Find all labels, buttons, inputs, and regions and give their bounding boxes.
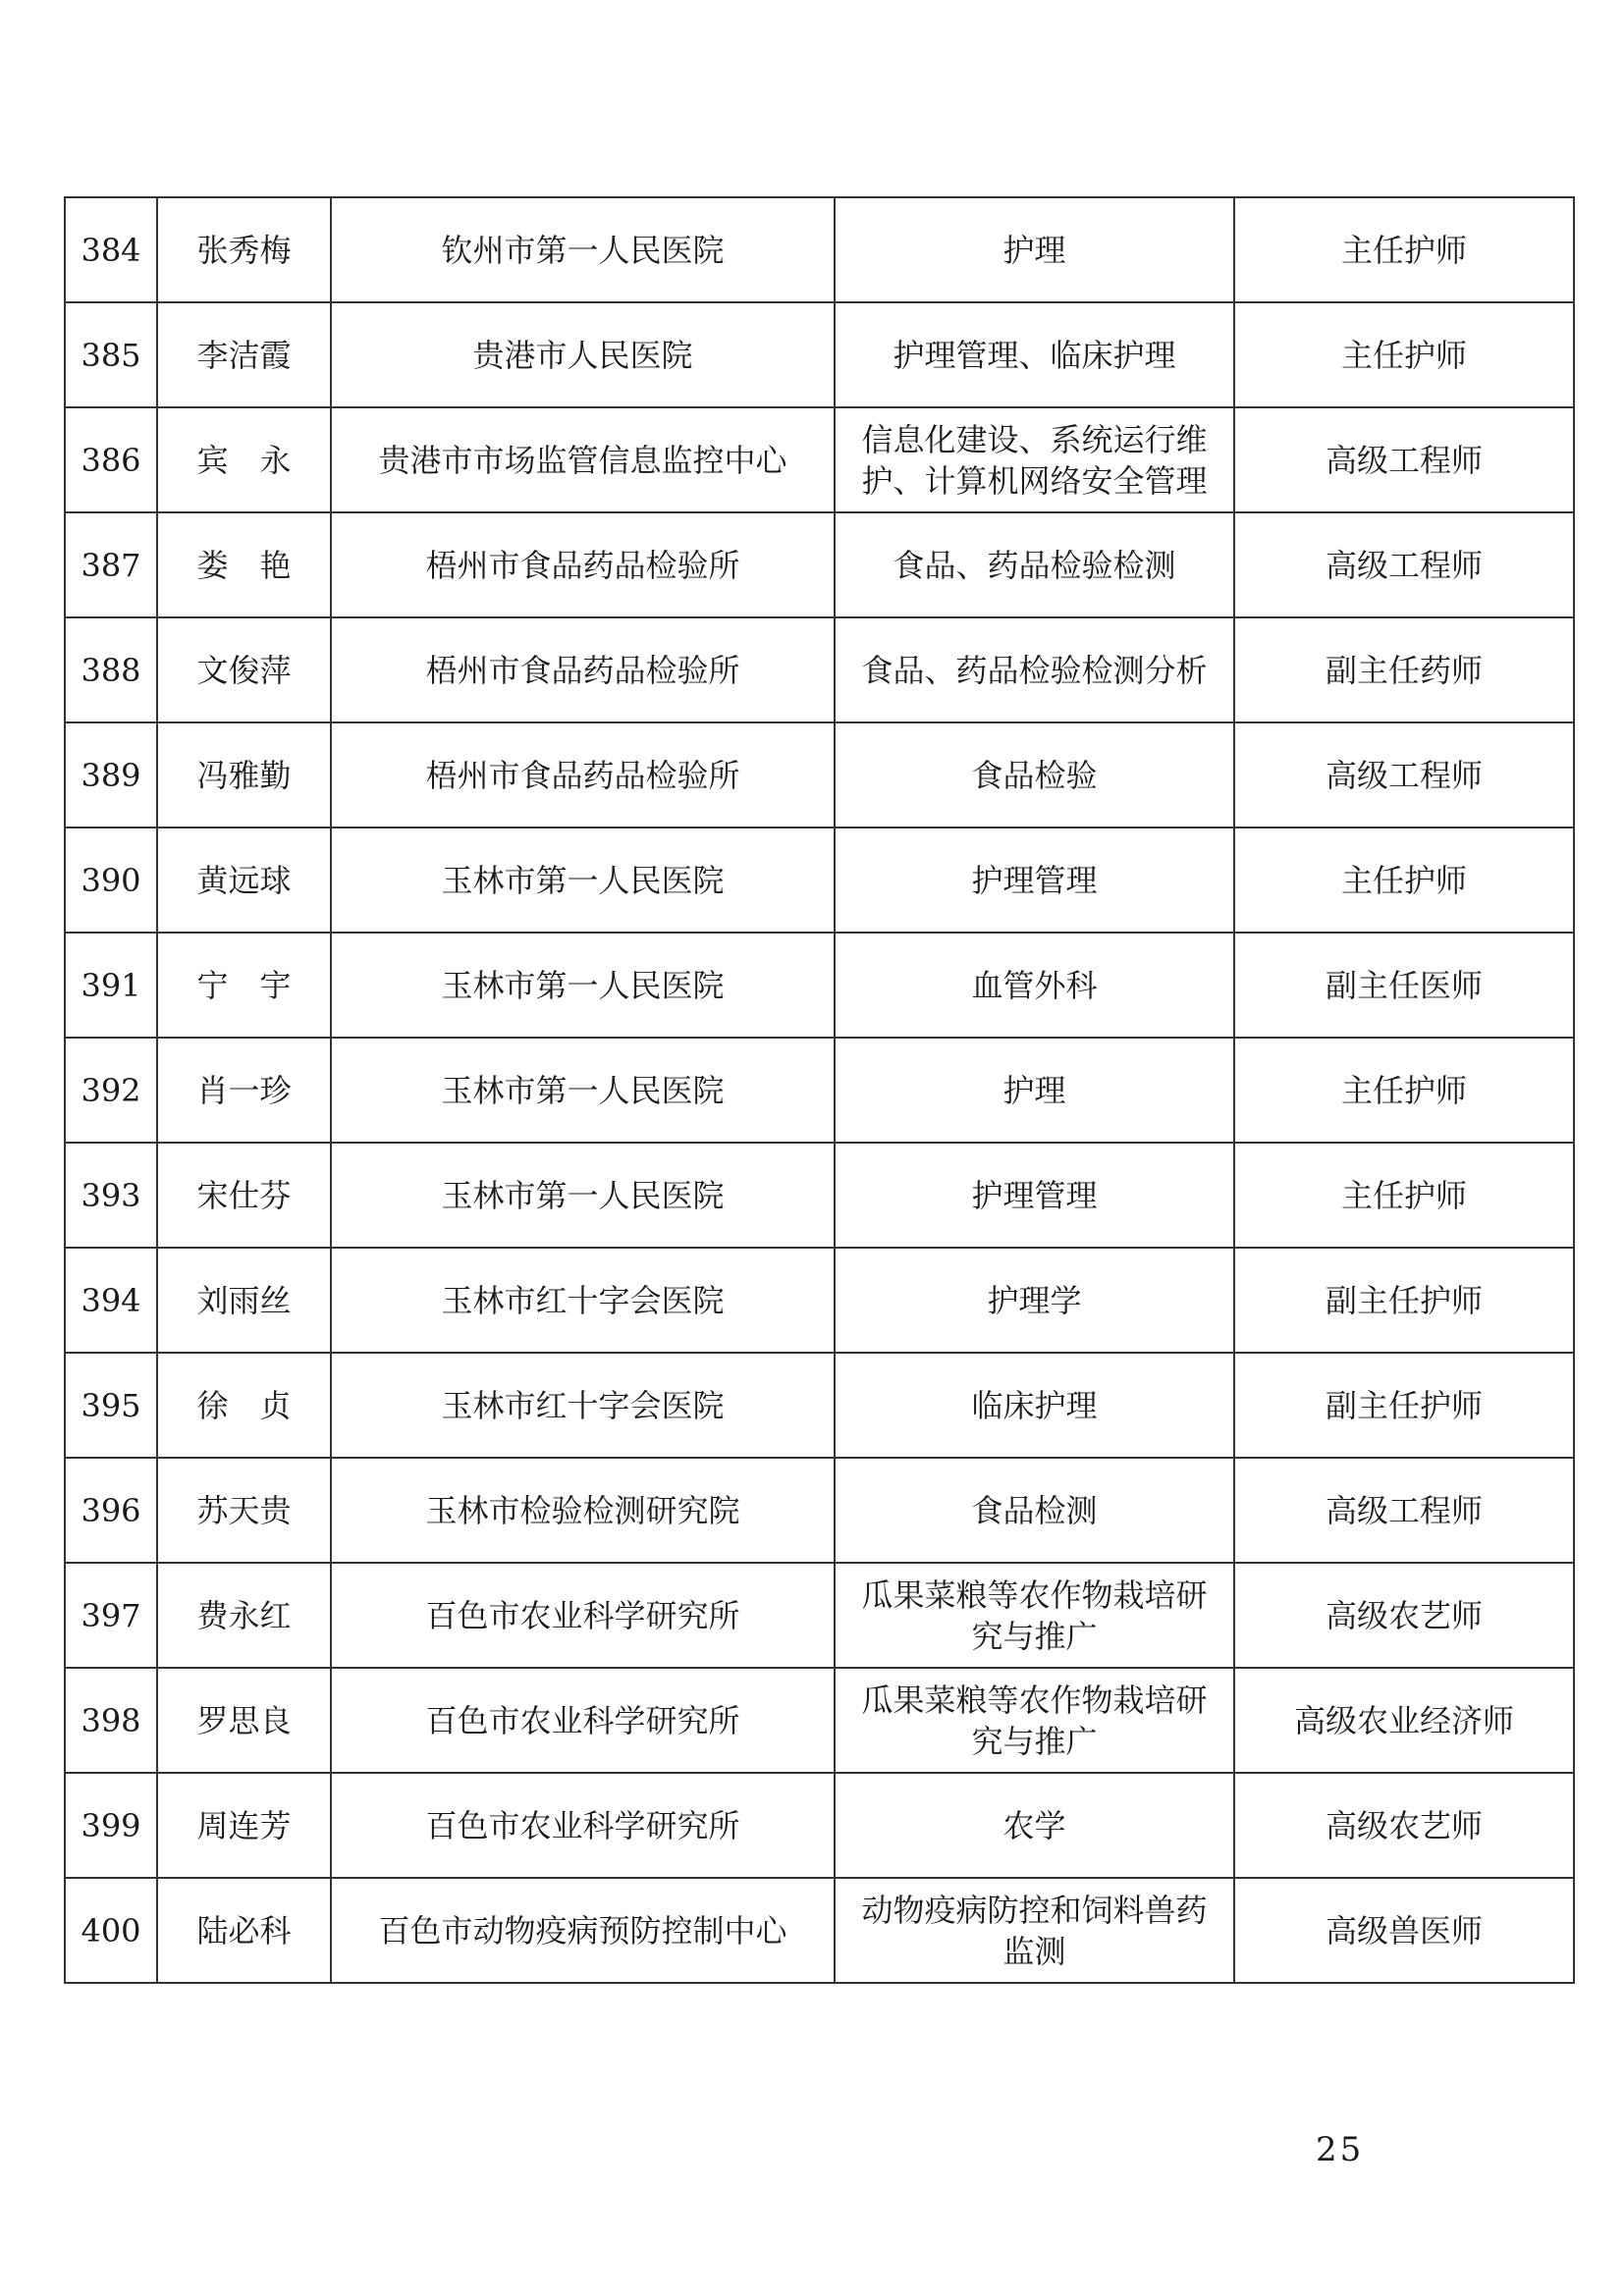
title-cell: 主任护师 [1234,302,1574,407]
unit-cell: 百色市农业科学研究所 [331,1773,835,1878]
name-cell: 冯雅勤 [157,722,331,828]
unit-cell: 玉林市第一人民医院 [331,1038,835,1143]
specialty-cell: 农学 [835,1773,1234,1878]
unit-cell: 贵港市市场监管信息监控中心 [331,407,835,512]
name-cell: 苏天贵 [157,1458,331,1563]
serial-number-cell: 386 [65,407,157,512]
serial-number-cell: 390 [65,828,157,933]
table-row [65,1143,1574,1248]
unit-cell: 贵港市人民医院 [331,302,835,407]
table-row [65,1248,1574,1353]
serial-number-cell: 392 [65,1038,157,1143]
serial-number-cell: 399 [65,1773,157,1878]
title-cell: 主任护师 [1234,1038,1574,1143]
name-cell: 徐 贞 [157,1353,331,1458]
title-cell: 高级工程师 [1234,722,1574,828]
title-cell: 高级工程师 [1234,1458,1574,1563]
name-cell: 宾 永 [157,407,331,512]
name-cell: 宁 宇 [157,933,331,1038]
specialty-cell: 护理管理 [835,828,1234,933]
title-cell: 副主任护师 [1234,1248,1574,1353]
name-cell: 肖一珍 [157,1038,331,1143]
table-row [65,1773,1574,1878]
title-cell: 副主任药师 [1234,617,1574,722]
title-cell: 主任护师 [1234,828,1574,933]
specialty-cell: 食品检验 [835,722,1234,828]
name-cell: 费永红 [157,1563,331,1668]
title-cell: 高级农艺师 [1234,1563,1574,1668]
specialty-cell: 食品、药品检验检测 [835,512,1234,617]
unit-cell: 梧州市食品药品检验所 [331,722,835,828]
unit-cell: 百色市农业科学研究所 [331,1563,835,1668]
table-row [65,197,1574,302]
table-row [65,1038,1574,1143]
name-cell: 宋仕芬 [157,1143,331,1248]
table-row [65,302,1574,407]
table-row [65,933,1574,1038]
unit-cell: 玉林市红十字会医院 [331,1353,835,1458]
serial-number-cell: 400 [65,1878,157,1983]
name-cell: 陆必科 [157,1878,331,1983]
name-cell: 张秀梅 [157,197,331,302]
specialty-cell: 护理 [835,1038,1234,1143]
name-cell: 周连芳 [157,1773,331,1878]
serial-number-cell: 387 [65,512,157,617]
table-row [65,617,1574,722]
title-cell: 副主任护师 [1234,1353,1574,1458]
table-row [65,1878,1574,1983]
unit-cell: 梧州市食品药品检验所 [331,617,835,722]
title-cell: 高级兽医师 [1234,1878,1574,1983]
serial-number-cell: 394 [65,1248,157,1353]
specialty-cell: 瓜果菜粮等农作物栽培研究与推广 [835,1668,1234,1773]
serial-number-cell: 388 [65,617,157,722]
name-cell: 文俊萍 [157,617,331,722]
page-number: 25 [1316,2130,1365,2169]
specialty-cell: 护理管理、临床护理 [835,302,1234,407]
table-row [65,828,1574,933]
specialty-cell: 护理管理 [835,1143,1234,1248]
serial-number-cell: 389 [65,722,157,828]
serial-number-cell: 385 [65,302,157,407]
specialty-cell: 护理 [835,197,1234,302]
table-row [65,1668,1574,1773]
title-cell: 副主任医师 [1234,933,1574,1038]
name-cell: 罗思良 [157,1668,331,1773]
unit-cell: 玉林市第一人民医院 [331,828,835,933]
serial-number-cell: 396 [65,1458,157,1563]
serial-number-cell: 398 [65,1668,157,1773]
name-cell: 刘雨丝 [157,1248,331,1353]
title-cell: 高级工程师 [1234,512,1574,617]
title-cell: 主任护师 [1234,1143,1574,1248]
serial-number-cell: 391 [65,933,157,1038]
table-row [65,722,1574,828]
specialty-cell: 动物疫病防控和饲料兽药监测 [835,1878,1234,1983]
title-cell: 高级农业经济师 [1234,1668,1574,1773]
unit-cell: 玉林市第一人民医院 [331,933,835,1038]
unit-cell: 梧州市食品药品检验所 [331,512,835,617]
specialty-cell: 食品、药品检验检测分析 [835,617,1234,722]
serial-number-cell: 393 [65,1143,157,1248]
unit-cell: 百色市动物疫病预防控制中心 [331,1878,835,1983]
specialty-cell: 临床护理 [835,1353,1234,1458]
specialty-cell: 食品检测 [835,1458,1234,1563]
specialty-cell: 瓜果菜粮等农作物栽培研究与推广 [835,1563,1234,1668]
table-row [65,407,1574,512]
title-cell: 主任护师 [1234,197,1574,302]
table-row [65,512,1574,617]
serial-number-cell: 384 [65,197,157,302]
serial-number-cell: 397 [65,1563,157,1668]
specialty-cell: 信息化建设、系统运行维护、计算机网络安全管理 [835,407,1234,512]
title-cell: 高级工程师 [1234,407,1574,512]
serial-number-cell: 395 [65,1353,157,1458]
table-row [65,1563,1574,1668]
unit-cell: 玉林市红十字会医院 [331,1248,835,1353]
roster-body [65,197,1574,1983]
table-row [65,1353,1574,1458]
name-cell: 李洁霞 [157,302,331,407]
unit-cell: 钦州市第一人民医院 [331,197,835,302]
specialty-cell: 血管外科 [835,933,1234,1038]
unit-cell: 百色市农业科学研究所 [331,1668,835,1773]
unit-cell: 玉林市检验检测研究院 [331,1458,835,1563]
title-cell: 高级农艺师 [1234,1773,1574,1878]
name-cell: 娄 艳 [157,512,331,617]
name-cell: 黄远球 [157,828,331,933]
table-row [65,1458,1574,1563]
specialty-cell: 护理学 [835,1248,1234,1353]
roster-table [64,196,1575,1984]
unit-cell: 玉林市第一人民医院 [331,1143,835,1248]
